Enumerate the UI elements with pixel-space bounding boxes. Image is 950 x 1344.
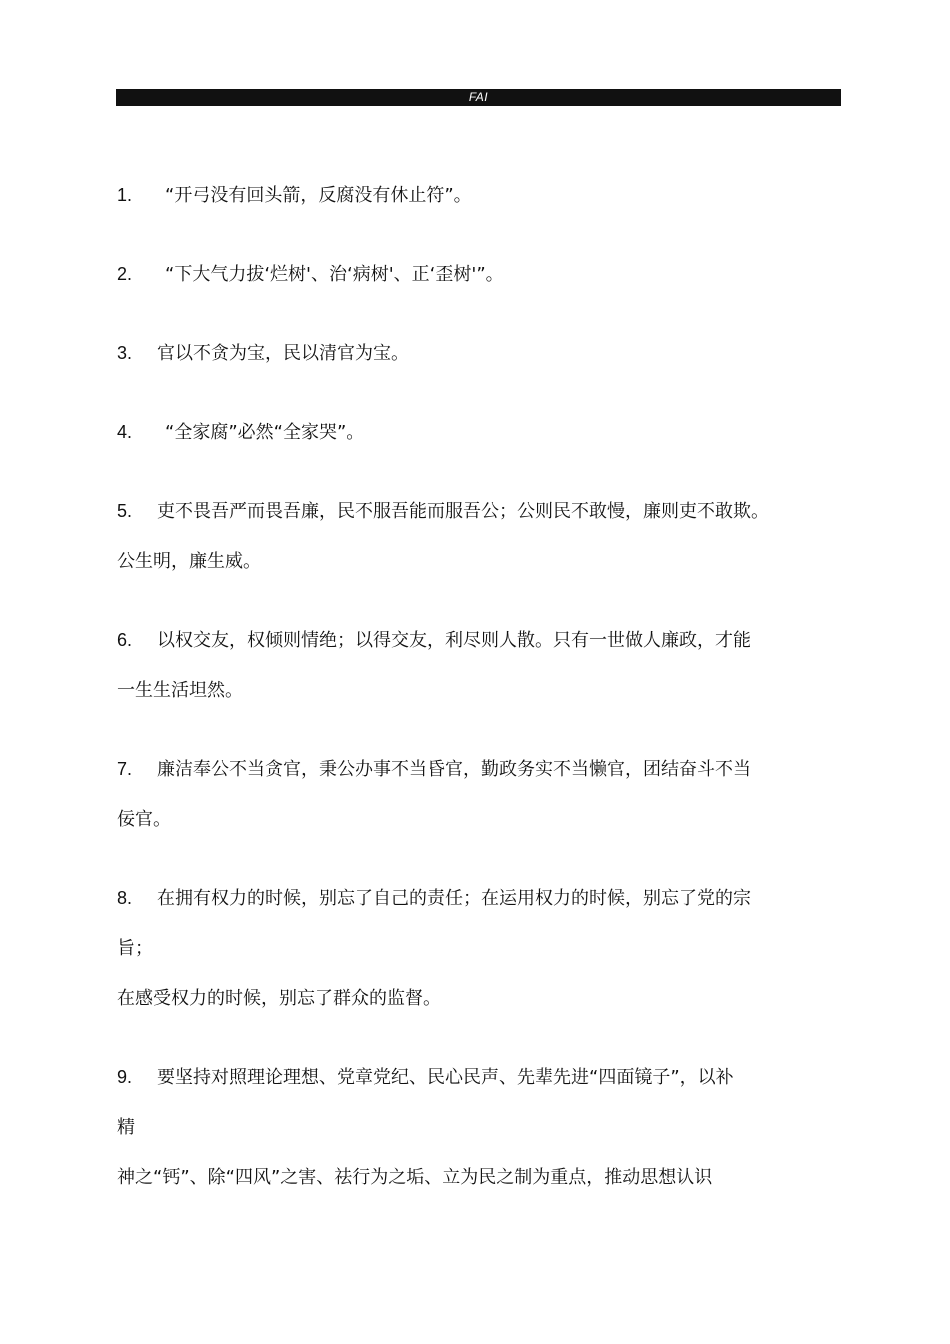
header-label: FAI [468, 90, 489, 104]
list-item [117, 883, 842, 1014]
item-text: 廉洁奉公不当贪官，秉公办事不当昏官，勤政务实不当懒官，团结奋斗不当 [157, 759, 751, 780]
item-text-continuation: 一生生活坦然。 [117, 680, 243, 701]
item-text: “全家腐”必然“全家哭”。 [165, 422, 365, 443]
item-number: 4. [117, 422, 133, 442]
list-item [117, 754, 842, 835]
item-number: 7. [117, 759, 133, 779]
item-number: 9. [117, 1067, 133, 1087]
item-text-continuation: 公生明，廉生威。 [117, 551, 261, 572]
item-number: 2. [117, 264, 133, 284]
item-text-continuation: 旨； [117, 938, 153, 959]
header-bar [116, 89, 841, 106]
list-item [117, 180, 842, 211]
item-text: “开弓没有回头箭，反腐没有休止符”。 [165, 185, 472, 206]
item-number: 3. [117, 343, 133, 363]
item-text-continuation: 神之“钙”、除“四风”之害、祛行为之垢、立为民之制为重点，推动思想认识 [117, 1167, 713, 1188]
list-item [117, 417, 842, 448]
item-text: 要坚持对照理论理想、党章党纪、民心民声、先辈先进“四面镜子”，以补 [157, 1067, 734, 1088]
item-text-continuation: 精 [117, 1117, 135, 1138]
item-text: 在拥有权力的时候，别忘了自己的责任；在运用权力的时候，别忘了党的宗 [157, 888, 751, 909]
item-text-continuation: 在感受权力的时候，别忘了群众的监督。 [117, 988, 441, 1009]
item-number: 6. [117, 630, 133, 650]
list-item [117, 259, 842, 290]
item-text: 官以不贪为宝，民以清官为宝。 [157, 343, 409, 364]
item-text: 吏不畏吾严而畏吾廉，民不服吾能而服吾公；公则民不敢慢，廉则吏不敢欺。 [157, 501, 769, 522]
list-item [117, 625, 842, 706]
item-number: 8. [117, 888, 133, 908]
item-text: 以权交友，权倾则情绝；以得交友，利尽则人散。只有一世做人廉政，才能 [157, 630, 751, 651]
item-text-continuation: 佞官。 [117, 809, 171, 830]
item-number: 5. [117, 501, 133, 521]
document-body [117, 180, 842, 1241]
item-number: 1. [117, 185, 133, 205]
list-item [117, 496, 842, 577]
list-item [117, 1062, 842, 1193]
list-item [117, 338, 842, 369]
item-text: “下大气力拔‘烂树'、治‘病树'、正‘歪树'”。 [165, 264, 504, 285]
